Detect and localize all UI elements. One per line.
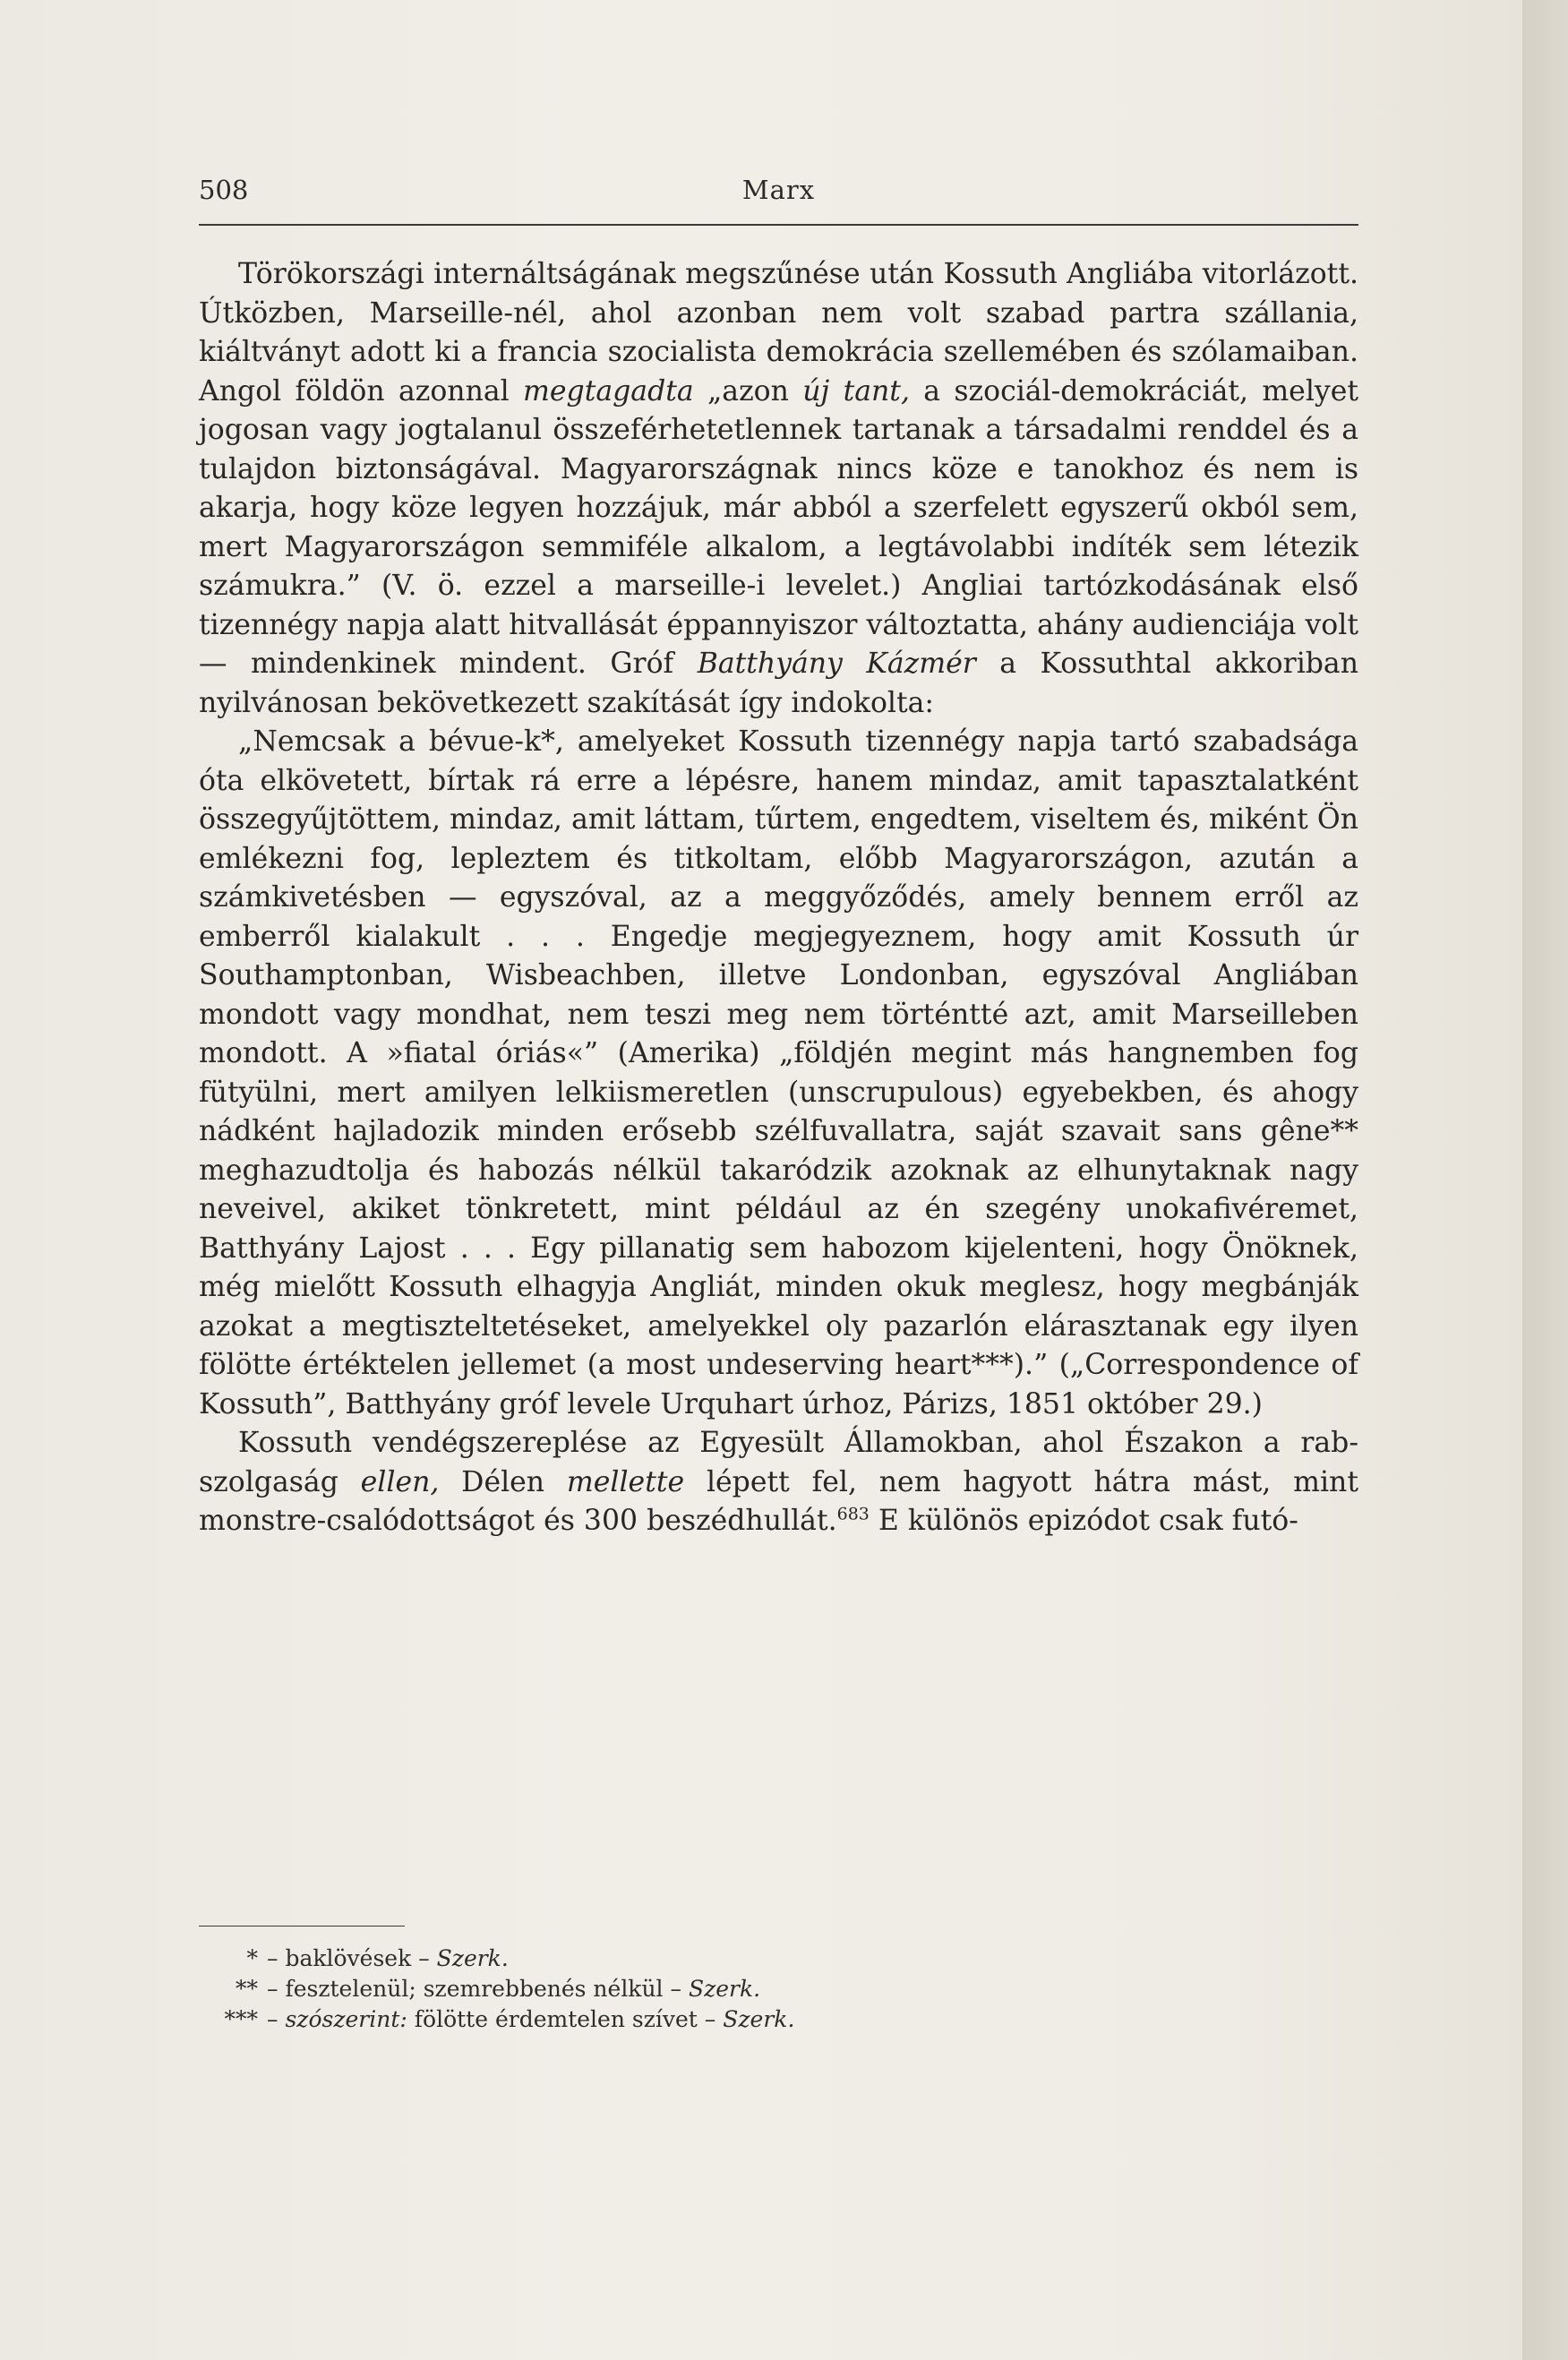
footnote-3: *** – szószerint: fölötte érdemtelen szívet – Szerk. [224, 2006, 795, 2032]
page-number: 508 [199, 175, 249, 205]
footnote-1: * – baklövések – Szerk. [246, 1945, 509, 1971]
header-rule [199, 224, 1358, 226]
page-edge [1522, 0, 1568, 2360]
footnotes [199, 1944, 1005, 2035]
paragraph-quote: „Nemcsak a bévue-k*, amelyeket Kossuth tizennégy napja tartó szabadsága óta elkövetett, bírtak rá erre a lépésre, hanem mindaz, amit tapasztalatként összegyűjtöttem, mindaz, amit láttam, tűrtem, engedtem, viseltem és, miként Ön emlékezni fog, lepleztem és titkoltam, előbb Magyarországon, azután a számkivetésben — egyszóval, az a meggyőződés, amely bennem erről az emberről kialakult . . . Engedje megjegyeznem, hogy amit Kossuth úr Southamptonban, Wisbeachben, illetve Londonban, egyszóval Angliában mondott vagy mondhat, nem teszi meg nem történtté azt, amit Marseilleben mondott. A »fiatal óriás«” (Amerika) „földjén megint más hangnemben fog fütyülni, mert amilyen lelkiismeretlen (unscrupulous) egyebekben, és ahogy nádként hajladozik minden erősebb szélfuvallatra, saját szavait sans gêne** meghazudtolja és habozás nélkül takaródzik azoknak az elhunytaknak nagy neveivel, akiket tönkretett, mint például az én szegény unokafivéremet, Batthyány Lajost . . . Egy pillanatig sem habozom kijelenteni, hogy Önöknek, még mielőtt Kossuth elhagyja Angliát, minden okuk meglesz, hogy megbánják azokat a megtiszteltetéseket, amelyekkel oly pazarlón elárasztanak egy ilyen fölötte értéktelen jellemet (a most undeserving heart***).” („Correspondence of Kossuth”, Batthyány gróf levele Urquhart úrhoz, Párizs, 1851 október 29.) [199, 725, 1358, 1420]
endnote-reference: 683 [836, 1504, 870, 1524]
page-header [199, 175, 1358, 219]
main-text [199, 255, 1358, 1541]
paragraph-1: Törökországi internáltságának megszűnése után Kossuth Angliába vitorlázott. Útközben, Marseille-nél, ahol azonban nem volt szabad partra szállania, kiáltványt adott ki a francia szocialista demokrácia szellemében és szólamaiban. Angol földön azonnal megtagadta „azon új tant, a szociál-demokráciát, melyet jogosan vagy jogtalanul összeférhetetlennek tartanak a társadalmi renddel és a tulajdon biztonságával. Magyarországnak nincs köze e tanokhoz és nem is akarja, hogy köze legyen hozzájuk, már abból a szerfelett egyszerű okból sem, mert Magyarországon semmiféle alkalom, a legtávolabbi indíték sem létezik számukra.” (V. ö. ezzel a marseille-i levelet.) Angliai tartózkodásának első tizennégy napja alatt hitvallását éppannyiszor változtatta, ahány audienciája volt — mindenkinek mindent. Gróf Batthyány Kázmér a Kossuthtal akkoriban nyilvánosan bekövetkezett szakítását így indokolta: [199, 258, 1358, 719]
footnote-rule [199, 1926, 405, 1927]
running-head: Marx [741, 175, 816, 205]
footnote-2: ** – fesztelenül; szemrebbenés nélkül – Szerk. [236, 1976, 761, 2002]
paragraph-3: Kossuth vendégszereplése az Egyesült Államokban, ahol Északon a rabszolgaság ellen, Délen mellette lépett fel, nem hagyott hátra mást, mint monstre-csalódottságot és 300 beszédhullát.$^{683}$ E különös epizódot csak futó- [199, 1427, 1358, 1537]
